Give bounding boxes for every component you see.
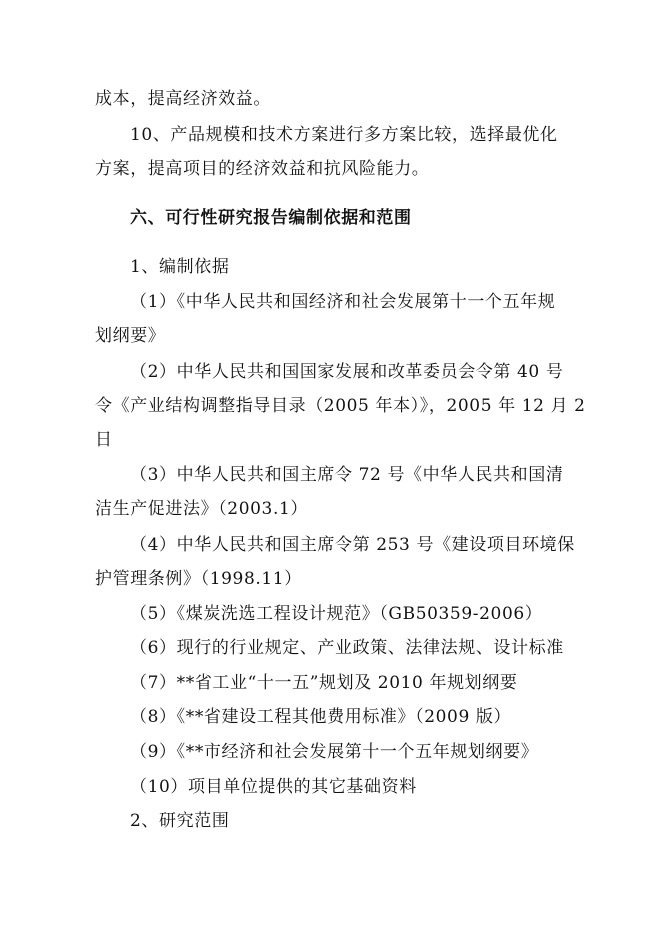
text-line: 成本，提高经济效益。 [95, 89, 271, 109]
list-item: （2）中华人民共和国国家发展和改革委员会令第 40 号 [130, 362, 564, 382]
list-item: （1）《中华人民共和国经济和社会发展第十一个五年规 [130, 292, 556, 312]
list-item: （8）《**省建设工程其他费用标准》（2009 版） [130, 707, 512, 727]
section-heading: 六、可行性研究报告编制依据和范围 [130, 208, 412, 228]
text-line: 日 [95, 430, 113, 450]
text-line: 洁生产促进法》（2003.1） [95, 499, 308, 519]
list-item: （5）《煤炭洗选工程设计规范》（GB50359-2006） [130, 604, 543, 624]
subsection-heading: 1、编制依据 [130, 257, 230, 277]
text-line: 划纲要》 [95, 326, 166, 346]
subsection-heading: 2、研究范围 [130, 811, 230, 831]
text-line: 令《产业结构调整指导目录（2005 年本）》，2005 年 12 月 2 [95, 396, 586, 416]
text-line: 10、产品规模和技术方案进行多方案比较，选择最优化 [130, 125, 558, 145]
list-item: （4）中华人民共和国主席令第 253 号《建设项目环境保 [130, 535, 575, 555]
list-item: （7）**省工业“十一五”规划及 2010 年规划纲要 [130, 673, 518, 693]
text-line: 护管理条例》（1998.11） [95, 569, 302, 589]
text-line: 方案，提高项目的经济效益和抗风险能力。 [95, 159, 430, 179]
list-item: （10）项目单位提供的其它基础资料 [130, 777, 417, 797]
list-item: （6）现行的行业规定、产业政策、法律法规、设计标准 [130, 638, 564, 658]
list-item: （9）《**市经济和社会发展第十一个五年规划纲要》 [130, 742, 539, 762]
list-item: （3）中华人民共和国主席令 72 号《中华人民共和国清 [130, 465, 564, 485]
